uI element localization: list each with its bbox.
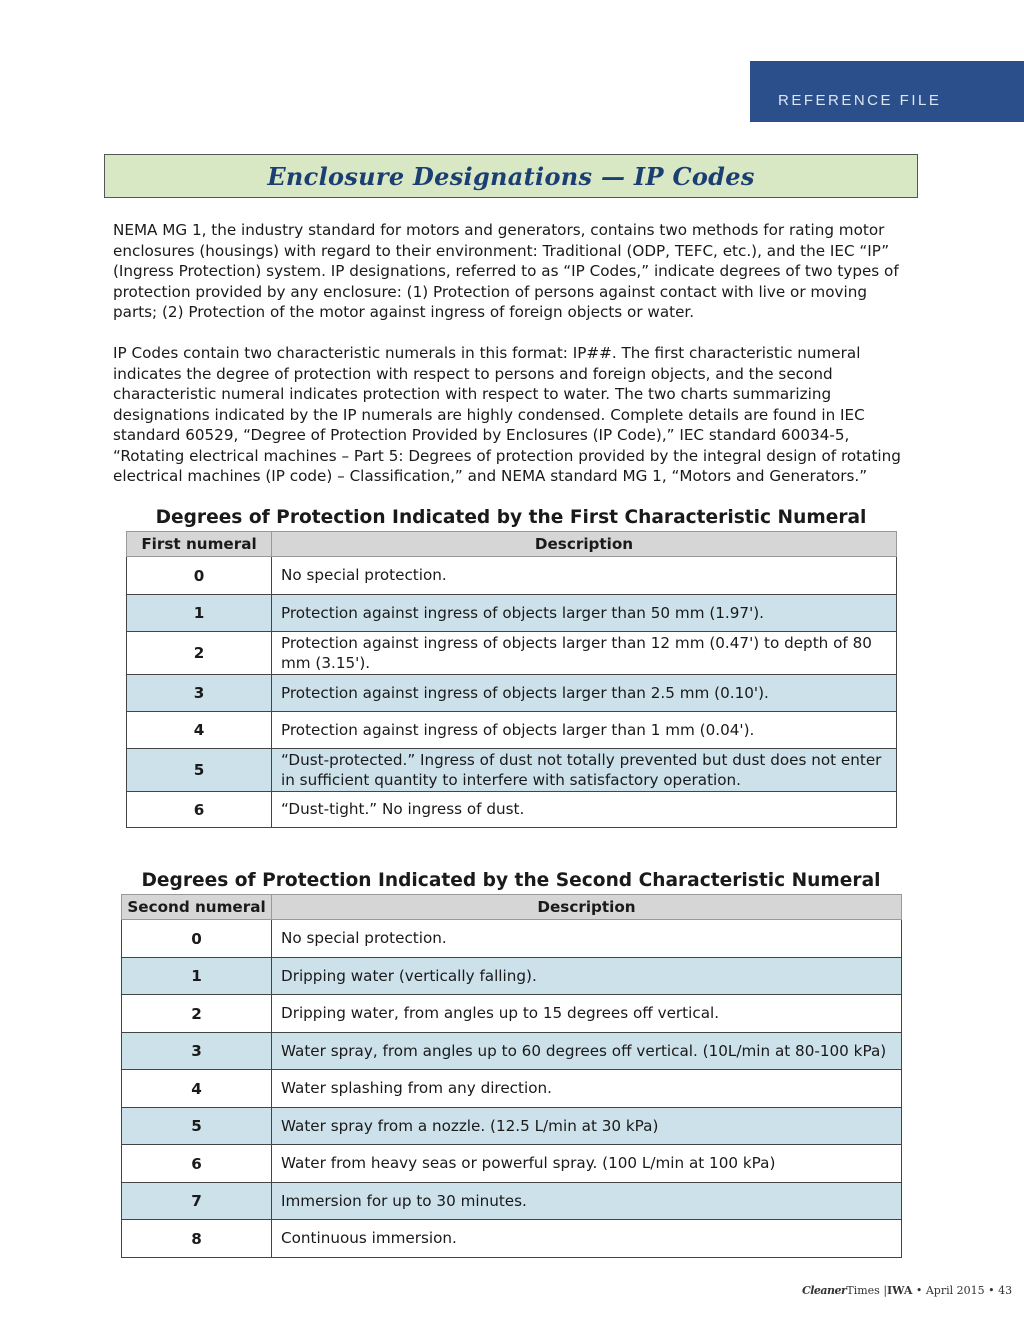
page-footer bbox=[802, 1284, 1012, 1297]
table-row bbox=[122, 1145, 902, 1183]
column-header-description: Description bbox=[272, 532, 897, 557]
description-cell: Water spray from a nozzle. (12.5 L/min at 30 kPa) bbox=[272, 1108, 902, 1145]
description-cell: Immersion for up to 30 minutes. bbox=[272, 1183, 902, 1220]
table-row bbox=[122, 1070, 902, 1108]
first-numeral-table bbox=[126, 531, 897, 828]
table-row bbox=[122, 1220, 902, 1258]
numeral-cell: 0 bbox=[127, 557, 272, 595]
reference-file-label: REFERENCE FILE bbox=[778, 92, 942, 109]
numeral-cell: 6 bbox=[127, 792, 272, 828]
first-numeral-table-heading: Degrees of Protection Indicated by the First Characteristic Numeral bbox=[155, 507, 867, 528]
numeral-cell: 8 bbox=[122, 1220, 272, 1258]
description-cell: Dripping water, from angles up to 15 degrees off vertical. bbox=[272, 995, 902, 1033]
table-row bbox=[127, 792, 897, 828]
numeral-cell: 7 bbox=[122, 1183, 272, 1220]
description-cell: No special protection. bbox=[272, 920, 902, 958]
column-header-numeral: First numeral bbox=[127, 532, 272, 557]
description-cell: Protection against ingress of objects larger than 2.5 mm (0.10'). bbox=[272, 675, 897, 712]
description-cell: “Dust-tight.” No ingress of dust. bbox=[272, 792, 897, 828]
numeral-cell: 3 bbox=[122, 1033, 272, 1070]
numeral-cell: 0 bbox=[122, 920, 272, 958]
table-row bbox=[122, 958, 902, 995]
table-row bbox=[127, 557, 897, 595]
numeral-cell: 2 bbox=[127, 632, 272, 675]
numeral-cell: 1 bbox=[127, 595, 272, 632]
second-numeral-table bbox=[121, 894, 902, 1258]
description-cell: Protection against ingress of objects larger than 12 mm (0.47') to depth of 80 mm (3.15'). bbox=[272, 632, 897, 675]
numeral-cell: 5 bbox=[127, 749, 272, 792]
table-row bbox=[127, 632, 897, 675]
numeral-cell: 3 bbox=[127, 675, 272, 712]
table-header-row bbox=[122, 895, 902, 920]
description-cell: Dripping water (vertically falling). bbox=[272, 958, 902, 995]
description-cell: Water splashing from any direction. bbox=[272, 1070, 902, 1108]
footer-separator: | bbox=[883, 1284, 888, 1297]
description-cell: Protection against ingress of objects larger than 50 mm (1.97'). bbox=[272, 595, 897, 632]
description-cell: Water from heavy seas or powerful spray. (100 L/min at 100 kPa) bbox=[272, 1145, 902, 1183]
description-cell: No special protection. bbox=[272, 557, 897, 595]
numeral-cell: 4 bbox=[122, 1070, 272, 1108]
footer-magazine: Times bbox=[846, 1284, 880, 1297]
table-row bbox=[127, 595, 897, 632]
reference-file-tab bbox=[750, 61, 1024, 122]
intro-paragraph: NEMA MG 1, the industry standard for motors and generators, contains two methods for rating motor enclosures (housings) with regard to their environment: Traditional (ODP, TEFC, etc.), and the IEC “IP” (Ingress Protection) system. IP designations, referred to as “IP Codes,” indicate degrees of two types of protection provided by any enclosure: (1) Protection of persons against contact with live or moving parts; (2) Protection of the motor against ingress of foreign objects or water. bbox=[113, 221, 899, 321]
column-header-numeral: Second numeral bbox=[122, 895, 272, 920]
description-cell: “Dust-protected.” Ingress of dust not totally prevented but dust does not enter in sufficient quantity to interfere with satisfactory operation. bbox=[272, 749, 897, 792]
table-row bbox=[122, 920, 902, 958]
footer-date-page: • April 2015 • 43 bbox=[915, 1284, 1013, 1297]
second-numeral-table-heading: Degrees of Protection Indicated by the Second Characteristic Numeral bbox=[141, 870, 881, 891]
table-row bbox=[122, 1033, 902, 1070]
numeral-cell: 1 bbox=[122, 958, 272, 995]
table-row bbox=[122, 995, 902, 1033]
detail-paragraph: IP Codes contain two characteristic numerals in this format: IP##. The first characteristic numeral indicates the degree of protection with respect to persons and foreign objects, and the second characteristic numeral indicates protection with respect to water. The two charts summarizing designations indicated by the IP numerals are highly condensed. Complete details are found in IEC standard 60529, “Degree of Protection Provided by Enclosures (IP Code),” IEC standard 60034-5, “Rotating electrical machines – Part 5: Degrees of protection provided by the integral design of rotating electrical machines (IP code) – Classification,” and NEMA standard MG 1, “Motors and Generators.” bbox=[113, 344, 901, 485]
footer-brand: Cleaner bbox=[802, 1284, 847, 1297]
table-header-row bbox=[127, 532, 897, 557]
description-cell: Continuous immersion. bbox=[272, 1220, 902, 1258]
numeral-cell: 2 bbox=[122, 995, 272, 1033]
table-row bbox=[122, 1108, 902, 1145]
table-row bbox=[122, 1183, 902, 1220]
page-title: Enclosure Designations — IP Codes bbox=[267, 161, 755, 191]
numeral-cell: 6 bbox=[122, 1145, 272, 1183]
table-row bbox=[127, 675, 897, 712]
column-header-description: Description bbox=[272, 895, 902, 920]
description-cell: Water spray, from angles up to 60 degrees off vertical. (10L/min at 80-100 kPa) bbox=[272, 1033, 902, 1070]
numeral-cell: 4 bbox=[127, 712, 272, 749]
table-row bbox=[127, 749, 897, 792]
table-row bbox=[127, 712, 897, 749]
numeral-cell: 5 bbox=[122, 1108, 272, 1145]
page-title-box bbox=[104, 154, 918, 198]
footer-association: IWA bbox=[887, 1284, 913, 1297]
description-cell: Protection against ingress of objects larger than 1 mm (0.04'). bbox=[272, 712, 897, 749]
